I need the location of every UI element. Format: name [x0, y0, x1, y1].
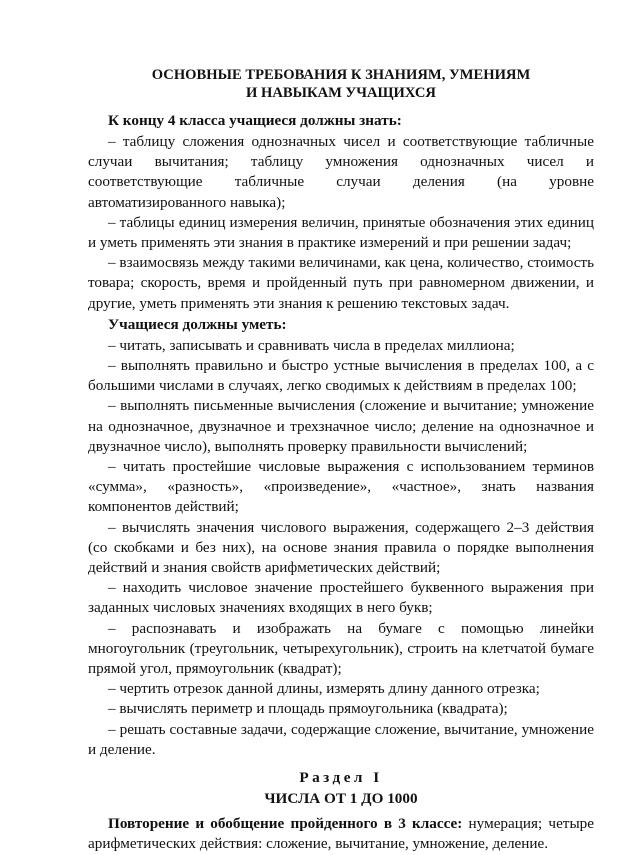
able-item: – распознавать и изображать на бумаге с помощью линейки многоугольник (треугольник, четырехугольник), строить на клетчатой бумаге прямой угол, прямоугольник (квадрат);	[88, 619, 594, 678]
know-item: – таблицы единиц измерения величин, принятые обозначения этих единиц и уметь применять эти знания в практике измерений и при решении задач;	[88, 213, 594, 252]
section-header	[88, 768, 594, 810]
able-item: – вычислять периметр и площадь прямоугольника (квадрата);	[108, 700, 508, 718]
title-line-2: И НАВЫКАМ УЧАЩИХСЯ	[246, 85, 436, 101]
able-item: – чертить отрезок данной длины, измерять длину данного отрезка;	[108, 680, 540, 698]
section-heading: ЧИСЛА ОТ 1 ДО 1000	[264, 790, 418, 808]
know-heading: К концу 4 класса учащиеся должны знать:	[108, 112, 402, 129]
review-text: нумерация; четыре арифметических действия: сложение, вычитание, умножение, деление.	[88, 815, 594, 853]
section-label: Раздел I	[299, 769, 383, 787]
review-paragraph	[88, 814, 594, 854]
able-item: – читать, записывать и сравнивать числа в пределах миллиона;	[108, 336, 515, 354]
page-title	[88, 66, 594, 102]
able-item: – выполнять правильно и быстро устные вычисления в пределах 100, а с большими числами в случаях, легко сводимых к действиям в пределах 100;	[88, 357, 594, 395]
able-item: – находить числовое значение простейшего буквенного выражения при заданных числовых значениях входящих в него букв;	[88, 579, 594, 617]
document-page	[88, 66, 594, 855]
able-item: – читать простейшие числовые выражения с использованием терминов «сумма», «разность», «произведение», «частное», знать названия компонентов действий;	[88, 458, 594, 516]
able-item: – вычислять значения числового выражения, содержащего 2–3 действия (со скобками и без них), на основе знания правила о порядке выполнения действий и знания свойств арифметических действий;	[88, 518, 594, 577]
able-item: – выполнять письменные вычисления (сложение и вычитание; умножение на однозначное, двузначное и трехзначное число; деление на однозначное и двузначное число), выполнять проверку правильности вычислений;	[88, 397, 594, 455]
title-line-1: ОСНОВНЫЕ ТРЕБОВАНИЯ К ЗНАНИЯМ, УМЕНИЯМ	[151, 67, 531, 83]
able-item: – решать составные задачи, содержащие сложение, вычитание, умножение и деление.	[88, 720, 594, 758]
know-item: – взаимосвязь между такими величинами, как цена, количество, стоимость товара; скорость, время и пройденный путь при равномерном движении, и другие, уметь применять эти знания к решению текстовых задач.	[88, 254, 594, 312]
know-item: – таблицу сложения однозначных чисел и соответствующие табличные случаи вычитания; таблицу умножения однозначных чисел и соответствующие табличные случаи деления (на уровне автоматизированного навыка);	[88, 133, 594, 211]
able-heading: Учащиеся должны уметь:	[108, 315, 287, 333]
review-bold: Повторение и обобщение пройденного в 3 классе:	[108, 815, 463, 833]
